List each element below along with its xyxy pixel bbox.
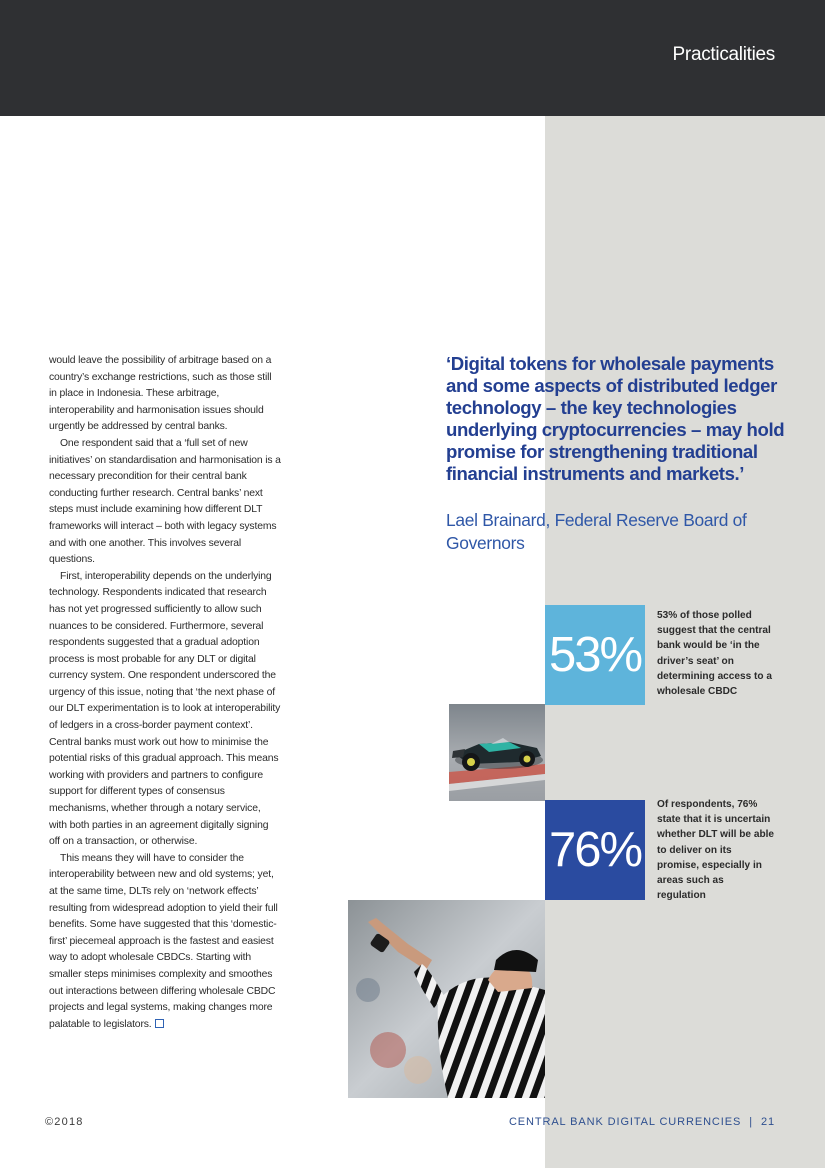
publication-title: CENTRAL BANK DIGITAL CURRENCIES [508, 1116, 742, 1128]
paragraph-4-text: This means they will have to consider the interoperability between new and old systems; yet, at the same time, DLTs rely on ‘network effects’ resulting from widespread adoption to yield their full benefits. Some have suggested that this ‘domestic-first’ piecemeal approach is the fastest and easiest way to adopt wholesale CBDCs. Starting with smaller steps minimises complexity and smoothes out interactions between differing wholesale CBDC projects and legal systems, making changes more palatable to legislators. [49, 852, 278, 1030]
footer-separator: | [749, 1116, 753, 1128]
copyright: ©2018 [45, 1116, 84, 1128]
paragraph-2: One respondent said that a ‘full set of new initiatives’ on standardisation and harmonisation is a necessary precondition for their central bank conducting further research. Central banks’ next steps must include examining how different DLT frameworks will interact – both with legacy systems and with one another. This involves several questions. [49, 437, 281, 566]
paragraph-3: First, interoperability depends on the underlying technology. Respondents indicated that research has not yet progressed sufficiently to allow such nuances to be considered. Furthermore, several respondents suggested that a gradual adoption process is most probable for any DLT or digital currency system. One respondent underscored the urgency of this issue, noting that ‘the next phase of our DLT experimentation is to look at interoperability of ledgers in a cross-border payment context’. Central banks must work out how to minimise the potential risks of this gradual approach. This means working with providers and partners to configure support for different types of consensus mechanisms, whether through a notary service, with both parties in an agreement digitally signing off on a transaction, or otherwise. [49, 570, 281, 848]
stat-76-box: 76% [545, 800, 645, 900]
stat-53-box: 53% [545, 605, 645, 705]
footer-publication [509, 1116, 775, 1128]
paragraph-1: would leave the possibility of arbitrage based on a country’s exchange restrictions, such as those still in place in Indonesia. These arbitrage, interoperability and harmonisation issues should urgently be addressed by central banks. [49, 355, 272, 433]
racing-car-photo [449, 704, 545, 801]
page-number: 21 [760, 1116, 775, 1128]
pull-quote: ‘Digital tokens for wholesale payments and some aspects of distributed ledger technology – the key technologies underlying cryptocurrencies – may hold promise for strengthening traditional financial instruments and markets.’ [446, 353, 785, 485]
article-body [49, 353, 281, 1033]
stat-76-caption: Of respondents, 76% state that it is uncertain whether DLT will be able to deliver on its promise, especially in areas such as regulation [657, 799, 775, 902]
end-mark-icon [155, 1019, 164, 1028]
paragraph-4 [49, 851, 281, 1034]
quote-attribution: Lael Brainard, Federal Reserve Board of Governors [446, 510, 747, 553]
stat-53-caption: 53% of those polled suggest that the central bank would be ‘in the driver’s seat’ on determining access to a wholesale CBDC [657, 610, 772, 698]
referee-photo [348, 900, 545, 1098]
section-title: Practicalities [672, 44, 775, 65]
